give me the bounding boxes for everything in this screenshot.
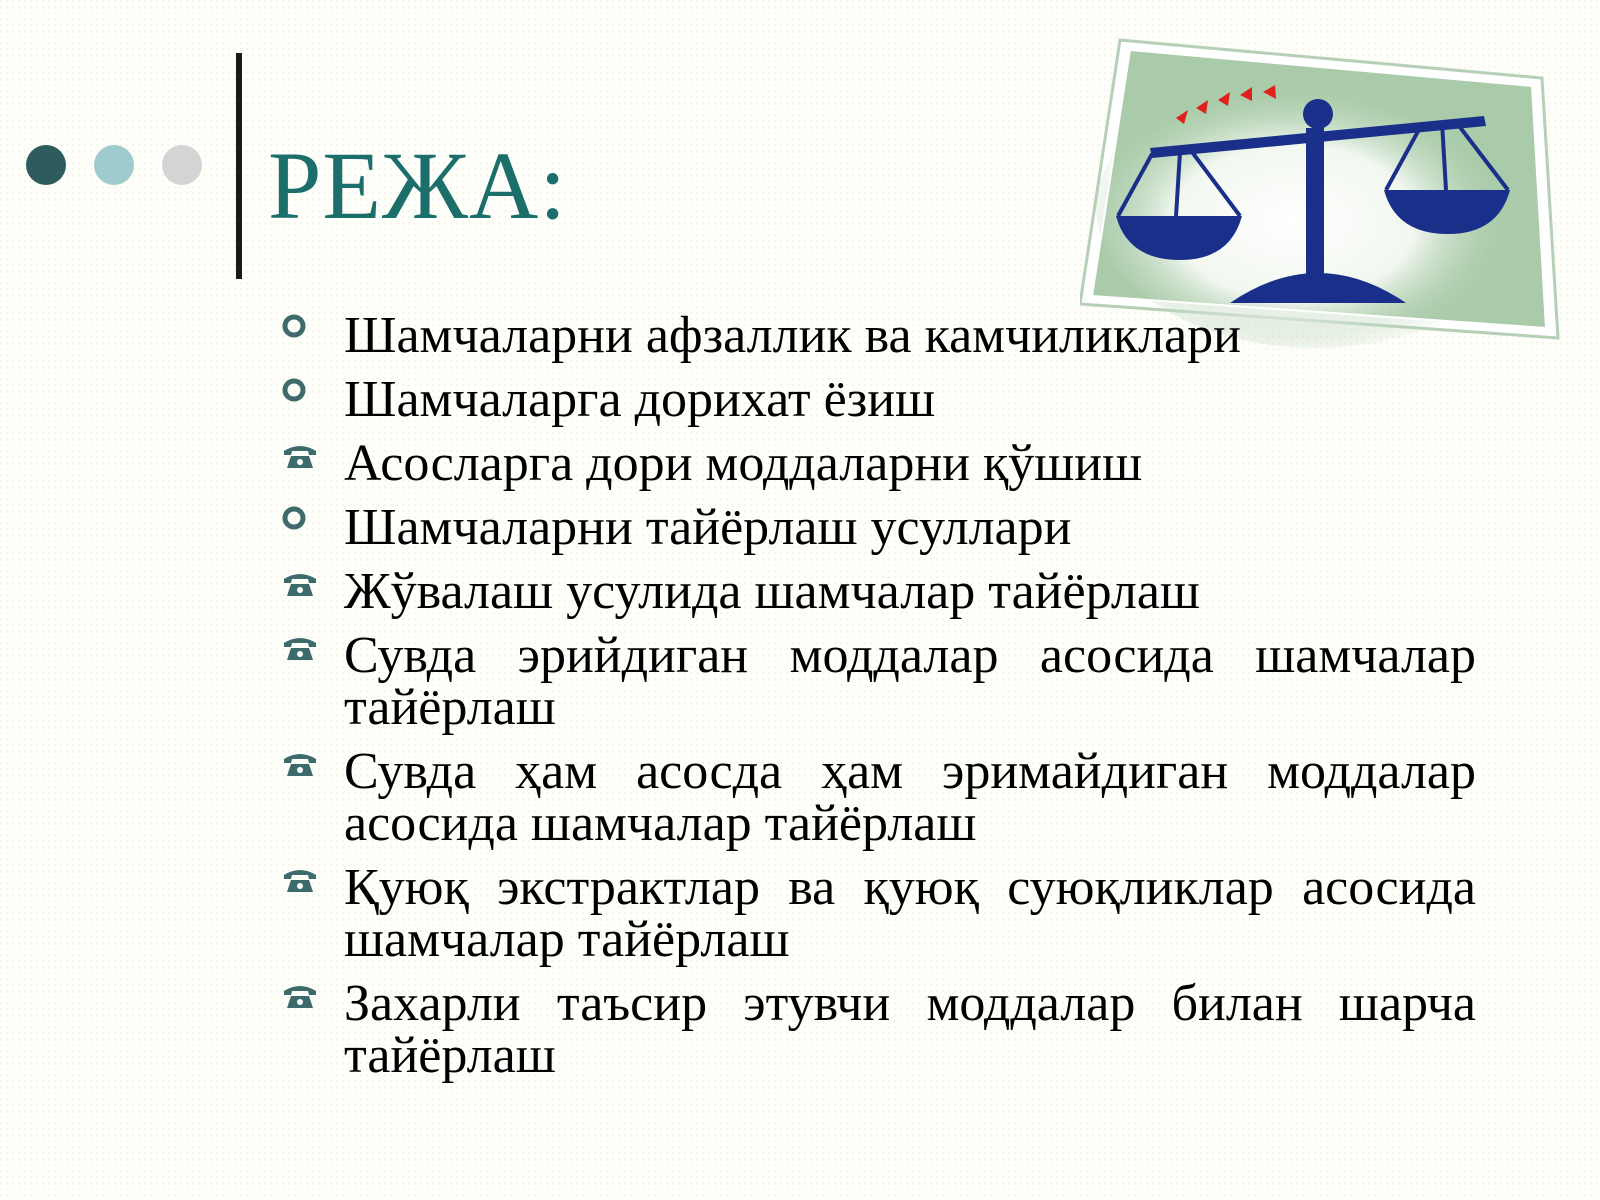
list-item-text: Шамчаларни тайёрлаш усуллари <box>344 499 1072 556</box>
list-item <box>280 499 1476 556</box>
decorative-dot-light <box>94 145 134 185</box>
list-item-text: Сувда эрийдиган моддалар асосида шамчалар тайёрлаш <box>344 627 1476 736</box>
list-item <box>280 743 1476 852</box>
ring-bullet-icon <box>282 506 318 534</box>
decorative-dots <box>26 145 202 185</box>
list-item-text: Сувда ҳам асосда ҳам эримайдиган моддалар асосида шамчалар тайёрлаш <box>344 743 1476 852</box>
telephone-bullet-icon <box>282 442 318 470</box>
list-item <box>280 435 1476 492</box>
decorative-dot-gray <box>162 145 202 185</box>
list-item-text: Захарли таъсир этувчи моддалар билан шарча тайёрлаш <box>344 975 1476 1084</box>
list-item-text: Шамчаларга дорихат ёзиш <box>344 371 936 428</box>
decorative-dot-dark <box>26 145 66 185</box>
list-item <box>280 307 1476 364</box>
list-item-text: Жўвалаш усулида шамчалар тайёрлаш <box>344 563 1200 620</box>
list-item-text: Қуюқ экстрактлар ва қуюқ суюқликлар асосида шамчалар тайёрлаш <box>344 859 1476 968</box>
list-item <box>280 627 1476 736</box>
list-item-text: Асосларга дори моддаларни қўшиш <box>344 435 1143 492</box>
telephone-bullet-icon <box>282 866 318 894</box>
plan-list <box>280 307 1476 1094</box>
title-divider-line <box>236 53 242 279</box>
list-item <box>280 859 1476 968</box>
list-item <box>280 975 1476 1084</box>
telephone-bullet-icon <box>282 750 318 778</box>
telephone-bullet-icon <box>282 982 318 1010</box>
list-item <box>280 563 1476 620</box>
slide-title: РЕЖА: <box>268 132 568 239</box>
telephone-bullet-icon <box>282 634 318 662</box>
scales-of-justice-icon <box>1080 38 1578 348</box>
ring-bullet-icon <box>282 378 318 406</box>
telephone-bullet-icon <box>282 570 318 598</box>
ring-bullet-icon <box>282 314 318 342</box>
list-item <box>280 371 1476 428</box>
list-item-text: Шамчаларни афзаллик ва камчиликлари <box>344 307 1241 364</box>
